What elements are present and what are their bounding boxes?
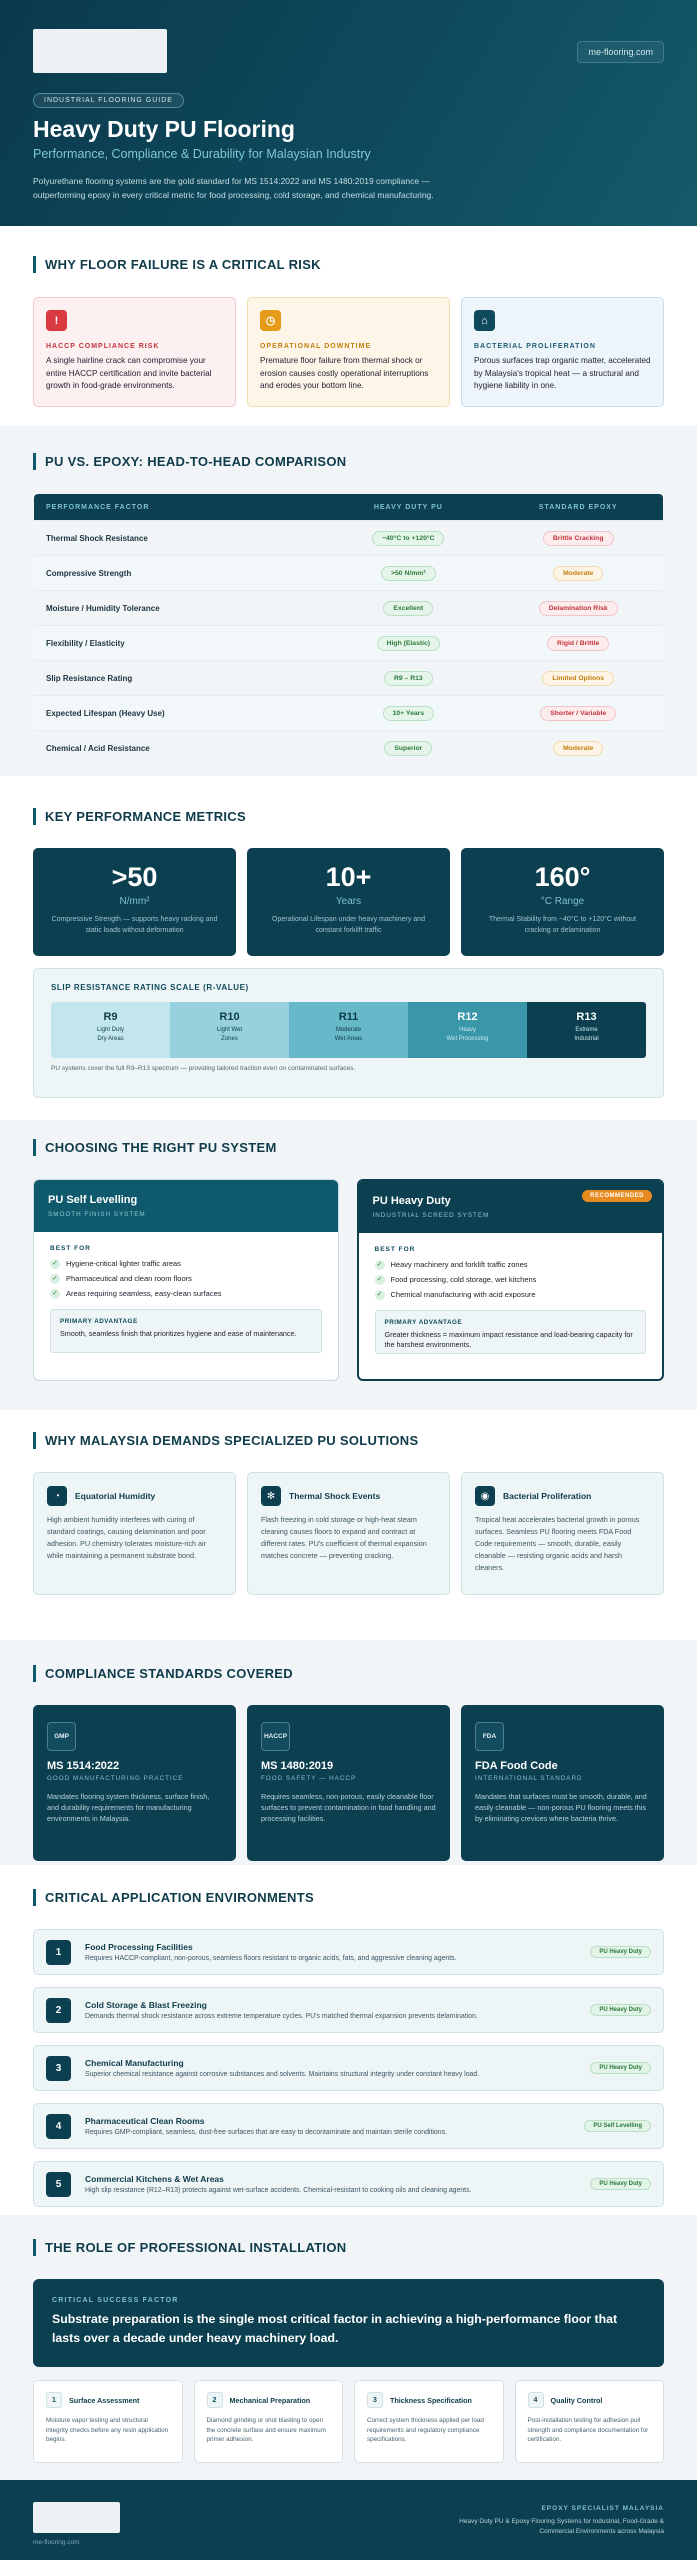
environment-title: Pharmaceutical Clean Rooms — [85, 2116, 205, 2126]
performance-factor: Compressive Strength — [34, 556, 324, 591]
snowflake-icon: ✻ — [261, 1486, 281, 1506]
environment-number: 3 — [46, 2056, 71, 2081]
risk-section — [0, 226, 697, 426]
critical-success-factor: CRITICAL SUCCESS FACTOR Substrate preparation is the single most critical factor in achieving a high-performance floor that lasts over a decade under heavy machinery load. — [33, 2279, 664, 2367]
footer-logo[interactable] — [33, 2502, 120, 2533]
epoxy-value-badge: Brittle Cracking — [543, 531, 614, 546]
table-row — [34, 626, 664, 661]
standard-tag: FDA — [475, 1722, 504, 1751]
metric-desc: Operational Lifespan under heavy machinery and constant forklift traffic — [272, 916, 425, 934]
slip-scale-title: SLIP RESISTANCE RATING SCALE (R-VALUE) — [51, 983, 249, 992]
humidity-icon: ◔ — [47, 1486, 67, 1506]
epoxy-value-badge: Shorter / Variable — [540, 706, 616, 721]
environment-number: 1 — [46, 1940, 71, 1965]
list-item: ✓ Pharmaceutical and clean room floors — [50, 1271, 322, 1286]
system-badge: PU Heavy Duty — [590, 2062, 651, 2074]
system-subtitle: INDUSTRIAL SCREED SYSTEM — [372, 1212, 490, 1219]
environment-desc: Requires GMP-compliant, seamless, dust-free surfaces that are easy to decontaminate and maintain sterile conditions. — [85, 2129, 447, 2136]
metric-value: 10+ — [325, 862, 372, 892]
table-row — [34, 521, 664, 556]
list-item: ✓ Chemical manufacturing with acid exposure — [375, 1287, 647, 1302]
primary-advantage: PRIMARY ADVANTAGE Greater thickness = maximum impact resistance and load-bearing capacity for the harshest environments. — [375, 1310, 647, 1354]
recommended-badge: RECOMMENDED — [582, 1190, 652, 1202]
environment-item[interactable] — [33, 1929, 664, 1975]
section-title: COMPLIANCE STANDARDS COVERED — [45, 1665, 293, 1681]
performance-factor: Slip Resistance Rating — [34, 661, 324, 696]
risk-label: BACTERIAL PROLIFERATION — [474, 343, 596, 350]
environment-item[interactable] — [33, 1987, 664, 2033]
metric-unit: N/mm² — [119, 896, 150, 907]
list-item: ✓ Food processing, cold storage, wet kitchens — [375, 1272, 647, 1287]
system-name: PU Heavy Duty — [372, 1195, 451, 1207]
best-for-label: BEST FOR — [374, 1246, 416, 1253]
pu-value-badge: Excellent — [383, 601, 433, 616]
risk-text: Premature floor failure from thermal shock or erosion causes costly operational interruptions and erodes your bottom line. — [260, 356, 429, 390]
performance-factor: Flexibility / Elasticity — [34, 626, 324, 661]
intro-text: Polyurethane flooring systems are the gold standard for MS 1514:2022 and MS 1480:2019 compliance — outperforming epoxy in every critical metric for food processing, cold storage, and chemical manufacturing. — [33, 176, 434, 200]
page-subtitle: Performance, Compliance & Durability for Malaysian Industry — [33, 147, 371, 161]
environment-number: 5 — [46, 2172, 71, 2197]
slip-scale-note: PU systems cover the full R9–R13 spectrum — providing tailored traction even on contaminated surfaces. — [51, 1065, 356, 1072]
check-icon: ✓ — [375, 1260, 385, 1270]
compliance-card-haccp: HACCP MS 1480:2019 FOOD SAFETY — HACCP Requires seamless, non-porous, easily cleanable floor surfaces to prevent contamination in food handling and processing facilities. — [247, 1705, 450, 1861]
environment-number: 2 — [46, 1998, 71, 2023]
environment-desc: Demands thermal shock resistance across extreme temperature cycles. PU's matched thermal expansion prevents delamination. — [85, 2013, 478, 2020]
standard-tag: HACCP — [261, 1722, 290, 1751]
pu-value-badge: >50 N/mm² — [381, 566, 436, 581]
section-title: KEY PERFORMANCE METRICS — [45, 808, 246, 824]
install-step: 3 Thickness Specification Correct system thickness applied per load requirements and regulatory compliance specifications. — [354, 2380, 504, 2463]
system-name: PU Self Levelling — [48, 1194, 138, 1206]
table-row — [34, 731, 664, 766]
system-badge: PU Heavy Duty — [590, 2004, 651, 2016]
epoxy-value-badge: Limited Options — [542, 671, 614, 686]
environment-number: 4 — [46, 2114, 71, 2139]
slip-grade-r12: R12 Heavy Wet Processing — [408, 1002, 527, 1058]
footer-url-link[interactable]: me-flooring.com — [33, 2539, 80, 2546]
install-step: 4 Quality Control Post-installation testing for adhesion pull strength and compliance documentation for certification. — [515, 2380, 665, 2463]
metric-desc: Compressive Strength — supports heavy racking and static loads without deformation — [51, 916, 218, 934]
environment-desc: High slip resistance (R12–R13) protects against wet-surface accidents. Chemical-resistant to cooking oils and cleaning agents. — [85, 2187, 472, 2194]
metric-unit: °C Range — [540, 896, 585, 907]
comparison-section — [0, 426, 697, 776]
table-header: PERFORMANCE FACTOR — [34, 494, 324, 521]
footer-text: Heavy Duty PU & Epoxy Flooring Systems for Industrial, Food-Grade & Commercial Environments across Malaysia — [459, 2518, 664, 2535]
standard-tag: GMP — [47, 1722, 76, 1751]
list-item: ✓ Heavy machinery and forklift traffic zones — [375, 1257, 647, 1272]
risk-card-downtime — [247, 297, 450, 407]
environment-item[interactable] — [33, 2161, 664, 2207]
performance-factor: Thermal Shock Resistance — [34, 521, 324, 556]
metrics-section — [0, 776, 697, 1120]
system-badge: PU Self Levelling — [584, 2120, 651, 2132]
logo[interactable] — [33, 29, 167, 73]
check-icon: ✓ — [50, 1274, 60, 1284]
environment-title: Commercial Kitchens & Wet Areas — [85, 2174, 224, 2184]
home-icon: ⌂ — [474, 310, 495, 331]
list-item: ✓ Hygiene-critical lighter traffic areas — [50, 1256, 322, 1271]
check-icon: ✓ — [50, 1259, 60, 1269]
section-title: THE ROLE OF PROFESSIONAL INSTALLATION — [45, 2239, 347, 2255]
why-card-humidity: ◔ Equatorial Humidity High ambient humidity interferes with curing of standard coatings, causing delamination and poor adhesion. PU chemistry tolerates moisture-rich air while maintaining a permanent substrate bond. — [33, 1472, 236, 1595]
install-step: 1 Surface Assessment Moisture vapor testing and structural integrity checks before any resin application begins. — [33, 2380, 183, 2463]
metric-card — [461, 848, 664, 956]
compliance-card-fda: FDA FDA Food Code INTERNATIONAL STANDARD Mandates that surfaces must be smooth, durable, and easily cleanable — non-porous PU flooring meets this by eliminating crevices where bacteria thrive. — [461, 1705, 664, 1861]
epoxy-value-badge: Moderate — [553, 566, 603, 581]
why-card-bacteria: ◉ Bacterial Proliferation Tropical heat accelerates bacterial growth in porous surfaces. Seamless PU flooring meets FDA Food Code requirements — smooth, durable, easily cleanable — resisting organic acids and harsh cleaners. — [461, 1472, 664, 1595]
metric-desc: Thermal Stability from −40°C to +120°C without cracking or delamination — [488, 916, 637, 934]
metric-value: 160° — [534, 862, 591, 892]
performance-factor: Expected Lifespan (Heavy Use) — [34, 696, 324, 731]
footer — [0, 2480, 697, 2560]
hero-header — [0, 0, 697, 226]
pu-value-badge: −40°C to +120°C — [372, 531, 444, 546]
table-header: HEAVY DUTY PU — [323, 494, 493, 521]
environment-item[interactable] — [33, 2103, 664, 2149]
systems-section — [0, 1120, 697, 1410]
epoxy-value-badge: Moderate — [553, 741, 603, 756]
primary-advantage: PRIMARY ADVANTAGE Smooth, seamless finish that prioritizes hygiene and ease of maintenance. — [50, 1309, 322, 1353]
performance-factor: Chemical / Acid Resistance — [34, 731, 324, 766]
best-for-label: BEST FOR — [50, 1245, 91, 1252]
section-title: WHY FLOOR FAILURE IS A CRITICAL RISK — [45, 256, 321, 272]
epoxy-value-badge: Rigid / Brittle — [547, 636, 609, 651]
pu-value-badge: Superior — [384, 741, 432, 756]
compliance-section — [0, 1640, 697, 1865]
environment-title: Cold Storage & Blast Freezing — [85, 2000, 207, 2010]
environment-title: Chemical Manufacturing — [85, 2058, 184, 2068]
environment-desc: Requires HACCP-compliant, non-porous, seamless floors resistant to organic acids, fats, and aggressive cleaning agents. — [85, 1955, 457, 1962]
slip-grade-r9: R9 Light Duty Dry Areas — [51, 1002, 170, 1058]
system-badge: PU Heavy Duty — [590, 1946, 651, 1958]
table-row — [34, 591, 664, 626]
slip-scale-bar — [51, 1002, 646, 1058]
slip-grade-r10: R10 Light Wet Zones — [170, 1002, 289, 1058]
section-title: CHOOSING THE RIGHT PU SYSTEM — [45, 1139, 277, 1155]
risk-card-bacteria — [461, 297, 664, 407]
metric-value: >50 — [111, 862, 158, 892]
check-icon: ✓ — [50, 1289, 60, 1299]
comparison-table — [33, 493, 664, 766]
environment-title: Food Processing Facilities — [85, 1942, 193, 1952]
system-card-heavy-duty[interactable] — [357, 1179, 665, 1381]
risk-label: OPERATIONAL DOWNTIME — [260, 343, 372, 350]
environment-desc: Superior chemical resistance against corrosive substances and solvents. Maintains structural integrity under constant heavy load. — [85, 2071, 480, 2078]
risk-card-haccp — [33, 297, 236, 407]
installation-section — [0, 2215, 697, 2480]
check-icon: ✓ — [375, 1275, 385, 1285]
table-row — [34, 556, 664, 591]
clock-icon: ◷ — [260, 310, 281, 331]
slip-grade-r11: R11 Moderate Wet Areas — [289, 1002, 408, 1058]
pu-value-badge: 10+ Years — [383, 706, 434, 721]
install-step: 2 Mechanical Preparation Diamond grinding or shot blasting to open the concrete surface and ensure maximum primer adhesion. — [194, 2380, 344, 2463]
slip-scale-panel — [33, 968, 664, 1098]
epoxy-value-badge: Delamination Risk — [539, 601, 618, 616]
metric-unit: Years — [335, 896, 362, 907]
section-title: CRITICAL APPLICATION ENVIRONMENTS — [45, 1889, 314, 1905]
malaysia-section — [0, 1410, 697, 1640]
site-url-link[interactable]: me-flooring.com — [577, 41, 664, 63]
compliance-card-gmp: GMP MS 1514:2022 GOOD MANUFACTURING PRACTICE Mandates flooring system thickness, surface finish, and durability requirements for manufacturing environments in Malaysia. — [33, 1705, 236, 1861]
guide-label: INDUSTRIAL FLOORING GUIDE — [33, 93, 184, 108]
performance-factor: Moisture / Humidity Tolerance — [34, 591, 324, 626]
environments-section — [0, 1865, 697, 2215]
metric-card — [247, 848, 450, 956]
why-card-thermal: ✻ Thermal Shock Events Flash freezing in cold storage or high-heat steam cleaning causes floors to expand and contract at different rates. PU's coefficient of thermal expansion matches concrete — preventing cracking. — [247, 1472, 450, 1595]
pu-value-badge: High (Elastic) — [377, 636, 440, 651]
system-subtitle: SMOOTH FINISH SYSTEM — [48, 1211, 146, 1218]
warning-icon: ! — [46, 310, 67, 331]
section-title: WHY MALAYSIA DEMANDS SPECIALIZED PU SOLUTIONS — [45, 1432, 419, 1448]
footer-label: EPOXY SPECIALIST MALAYSIA — [541, 2505, 664, 2512]
slip-grade-r13: R13 Extreme Industrial — [527, 1002, 646, 1058]
bacteria-icon: ◉ — [475, 1486, 495, 1506]
environment-item[interactable] — [33, 2045, 664, 2091]
risk-label: HACCP COMPLIANCE RISK — [46, 343, 160, 350]
table-row — [34, 696, 664, 731]
system-card-self-levelling[interactable] — [33, 1179, 339, 1381]
page-title: Heavy Duty PU Flooring — [33, 116, 295, 142]
check-icon: ✓ — [375, 1290, 385, 1300]
risk-text: A single hairline crack can compromise your entire HACCP certification and invite bacterial growth in food-grade environments. — [46, 356, 212, 390]
table-header: STANDARD EPOXY — [493, 494, 663, 521]
system-badge: PU Heavy Duty — [590, 2178, 651, 2190]
section-title: PU VS. EPOXY: HEAD-TO-HEAD COMPARISON — [45, 453, 347, 469]
risk-text: Porous surfaces trap organic matter, accelerated by Malaysia's tropical heat — a structural and hygiene liability in one. — [474, 356, 651, 390]
metric-card — [33, 848, 236, 956]
table-row — [34, 661, 664, 696]
pu-value-badge: R9 – R13 — [384, 671, 433, 686]
list-item: ✓ Areas requiring seamless, easy-clean surfaces — [50, 1286, 322, 1301]
